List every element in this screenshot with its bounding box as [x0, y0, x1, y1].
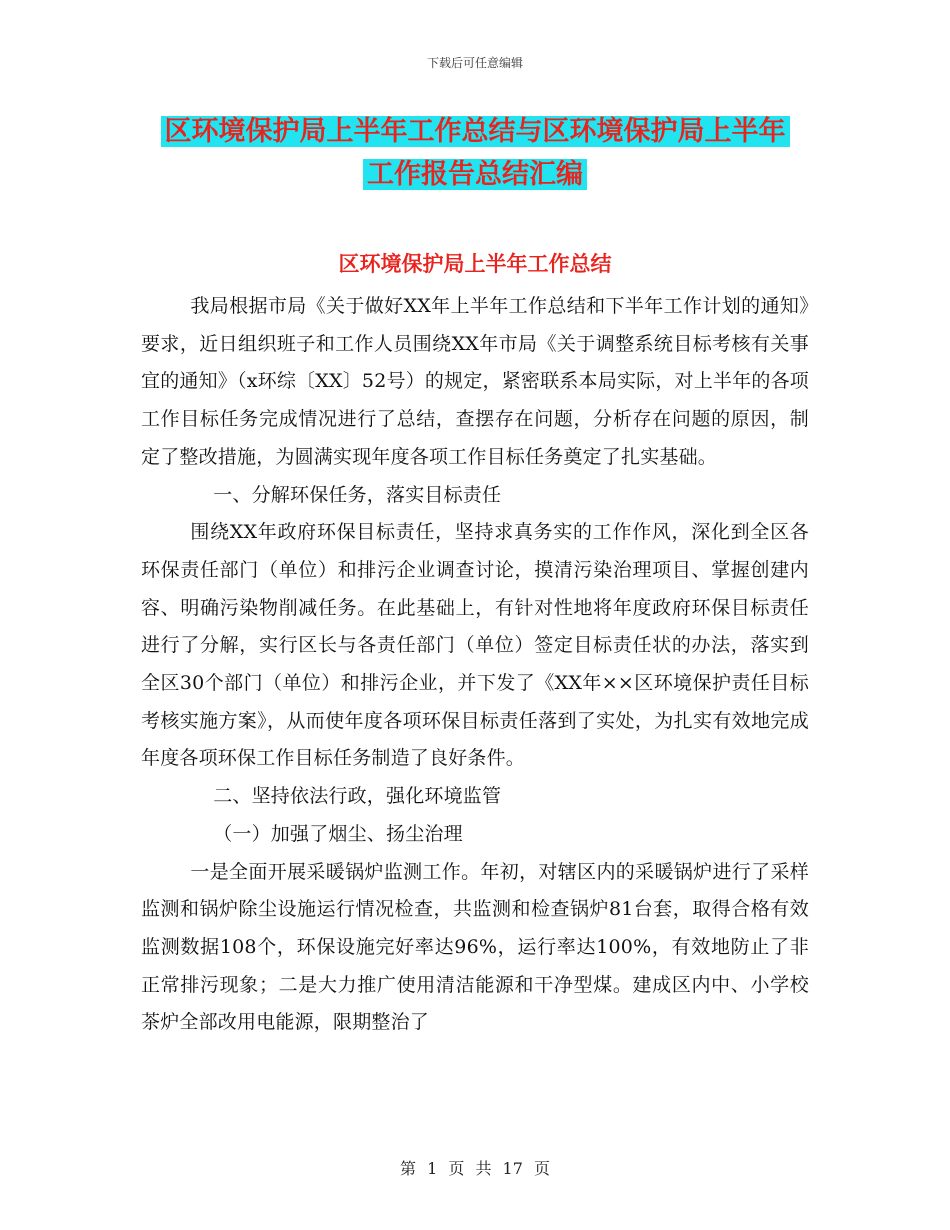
- page-footer: 第 1 页 共 17 页: [400, 1159, 550, 1178]
- document-title-line-1: 区环境保护局上半年工作总结与区环境保护局上半年: [161, 116, 790, 147]
- heading-two: 二、坚持依法行政，强化环境监管: [213, 785, 502, 808]
- document-title: [140, 110, 810, 196]
- body-text: [141, 288, 809, 1042]
- subheading-smoke-dust: （一）加强了烟尘、扬尘治理: [213, 822, 463, 845]
- section-title: 区环境保护局上半年工作总结: [338, 252, 612, 276]
- paragraph-task-breakdown: 围绕XX年政府环保目标责任，坚持求真务实的工作作风，深化到全区各环保责任部门（单位）和排污企业调查讨论，摸清污染治理项目、掌握创建内容、明确污染物削减任务。在此基础上，有针对性地将年度政府环保目标责任进行了分解，实行区长与各责任部门（单位）签定目标责任状的办法，落实到全区30个部门（单位）和排污企业，并下发了《XX年××区环境保护责任目标考核实施方案》，从而使年度各项环保目标责任落到了实处，为扎实有效地完成年度各项环保工作目标任务制造了良好条件。: [141, 521, 809, 770]
- header-note: 下载后可任意编辑: [426, 56, 523, 70]
- heading-one: 一、分解环保任务，落实目标责任: [213, 483, 502, 506]
- paragraph-intro: 我局根据市局《关于做好XX年上半年工作总结和下半年工作计划的通知》要求，近日组织班子和工作人员围绕XX年市局《关于调整系统目标考核有关事宜的通知》（x环综〔XX〕52号）的规定，紧密联系本局实际，对上半年的各项工作目标任务完成情况进行了总结，查摆存在问题，分析存在问题的原因，制定了整改措施，为圆满实现年度各项工作目标任务奠定了扎实基础。: [141, 295, 809, 468]
- document-title-line-2: 工作报告总结汇编: [363, 159, 587, 190]
- paragraph-boiler-monitoring: 一是全面开展采暖锅炉监测工作。年初，对辖区内的采暖锅炉进行了采样监测和锅炉除尘设施运行情况检查，共监测和检查锅炉81台套，取得合格有效监测数据108个，环保设施完好率达96%，运行率达100%，有效地防止了非正常排污现象；二是大力推广使用清洁能源和干净型煤。建成区内中、小学校茶炉全部改用电能源，限期整治了: [141, 860, 809, 1034]
